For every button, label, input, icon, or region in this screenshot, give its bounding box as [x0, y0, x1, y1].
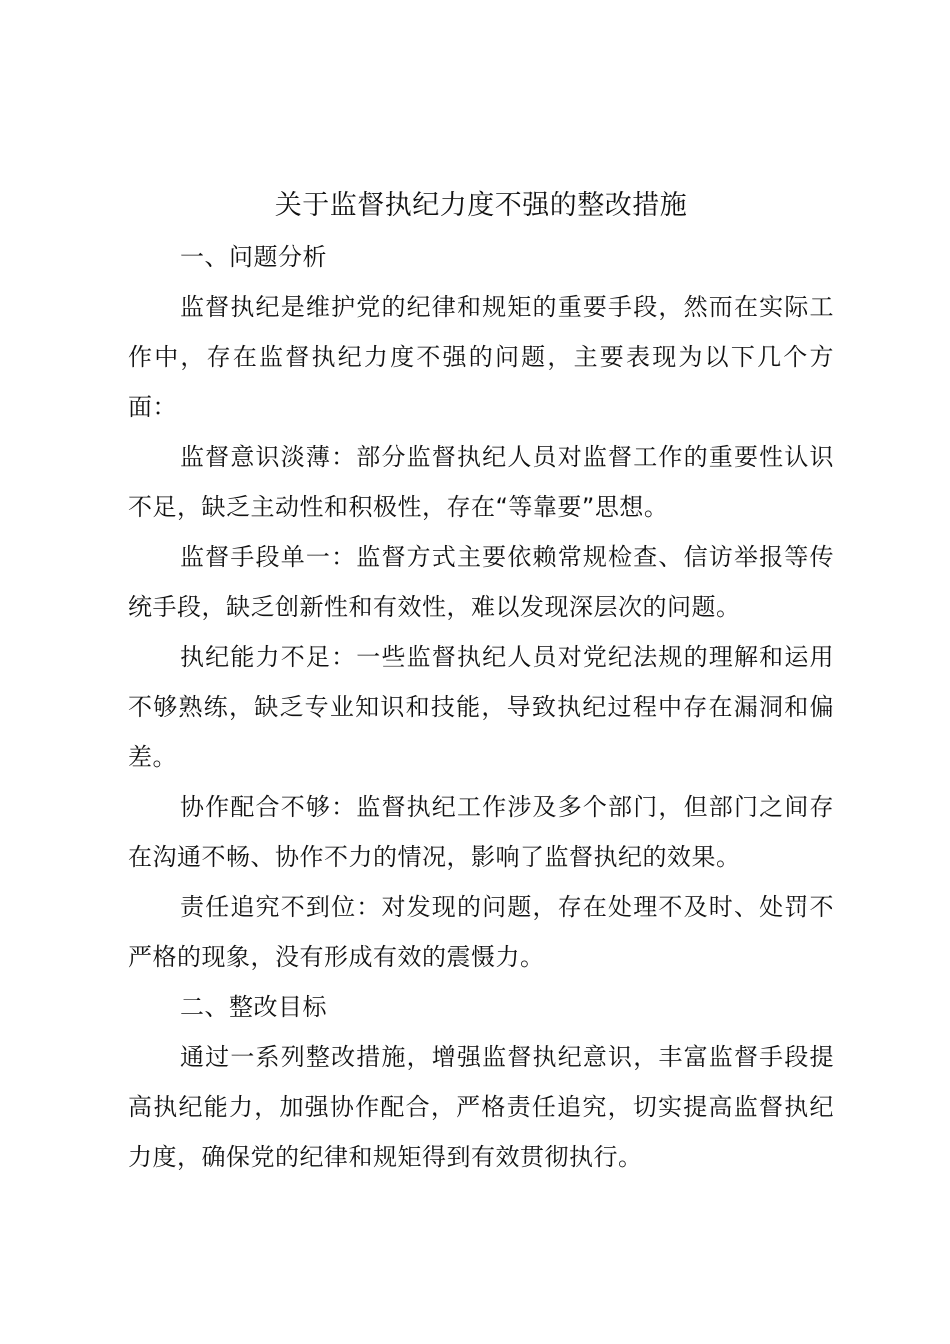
section-heading-analysis: 一、问题分析	[180, 243, 327, 271]
document-body	[128, 182, 834, 1182]
issue-paragraph: 协作配合不够：监督执纪工作涉及多个部门，但部门之间存在沟通不畅、协作不力的情况，影响了监督执纪的效果。	[128, 793, 834, 871]
issue-paragraph: 监督意识淡薄：部分监督执纪人员对监督工作的重要性认识不足，缺乏主动性和积极性，存在“等靠要”思想。	[128, 443, 834, 521]
document-title: 关于监督执纪力度不强的整改措施	[274, 190, 688, 221]
section-heading-goals: 二、整改目标	[180, 993, 327, 1021]
issue-paragraph: 责任追究不到位：对发现的问题，存在处理不及时、处罚不严格的现象，没有形成有效的震慑力。	[128, 893, 834, 971]
goal-paragraph: 通过一系列整改措施，增强监督执纪意识，丰富监督手段提高执纪能力，加强协作配合，严格责任追究，切实提高监督执纪力度，确保党的纪律和规矩得到有效贯彻执行。	[128, 1043, 834, 1171]
intro-paragraph: 监督执纪是维护党的纪律和规矩的重要手段，然而在实际工作中，存在监督执纪力度不强的问题，主要表现为以下几个方面：	[128, 293, 834, 421]
issue-paragraph: 监督手段单一：监督方式主要依赖常规检查、信访举报等传统手段，缺乏创新性和有效性，难以发现深层次的问题。	[128, 543, 834, 621]
issue-paragraph: 执纪能力不足：一些监督执纪人员对党纪法规的理解和运用不够熟练，缺乏专业知识和技能，导致执纪过程中存在漏洞和偏差。	[128, 643, 834, 771]
